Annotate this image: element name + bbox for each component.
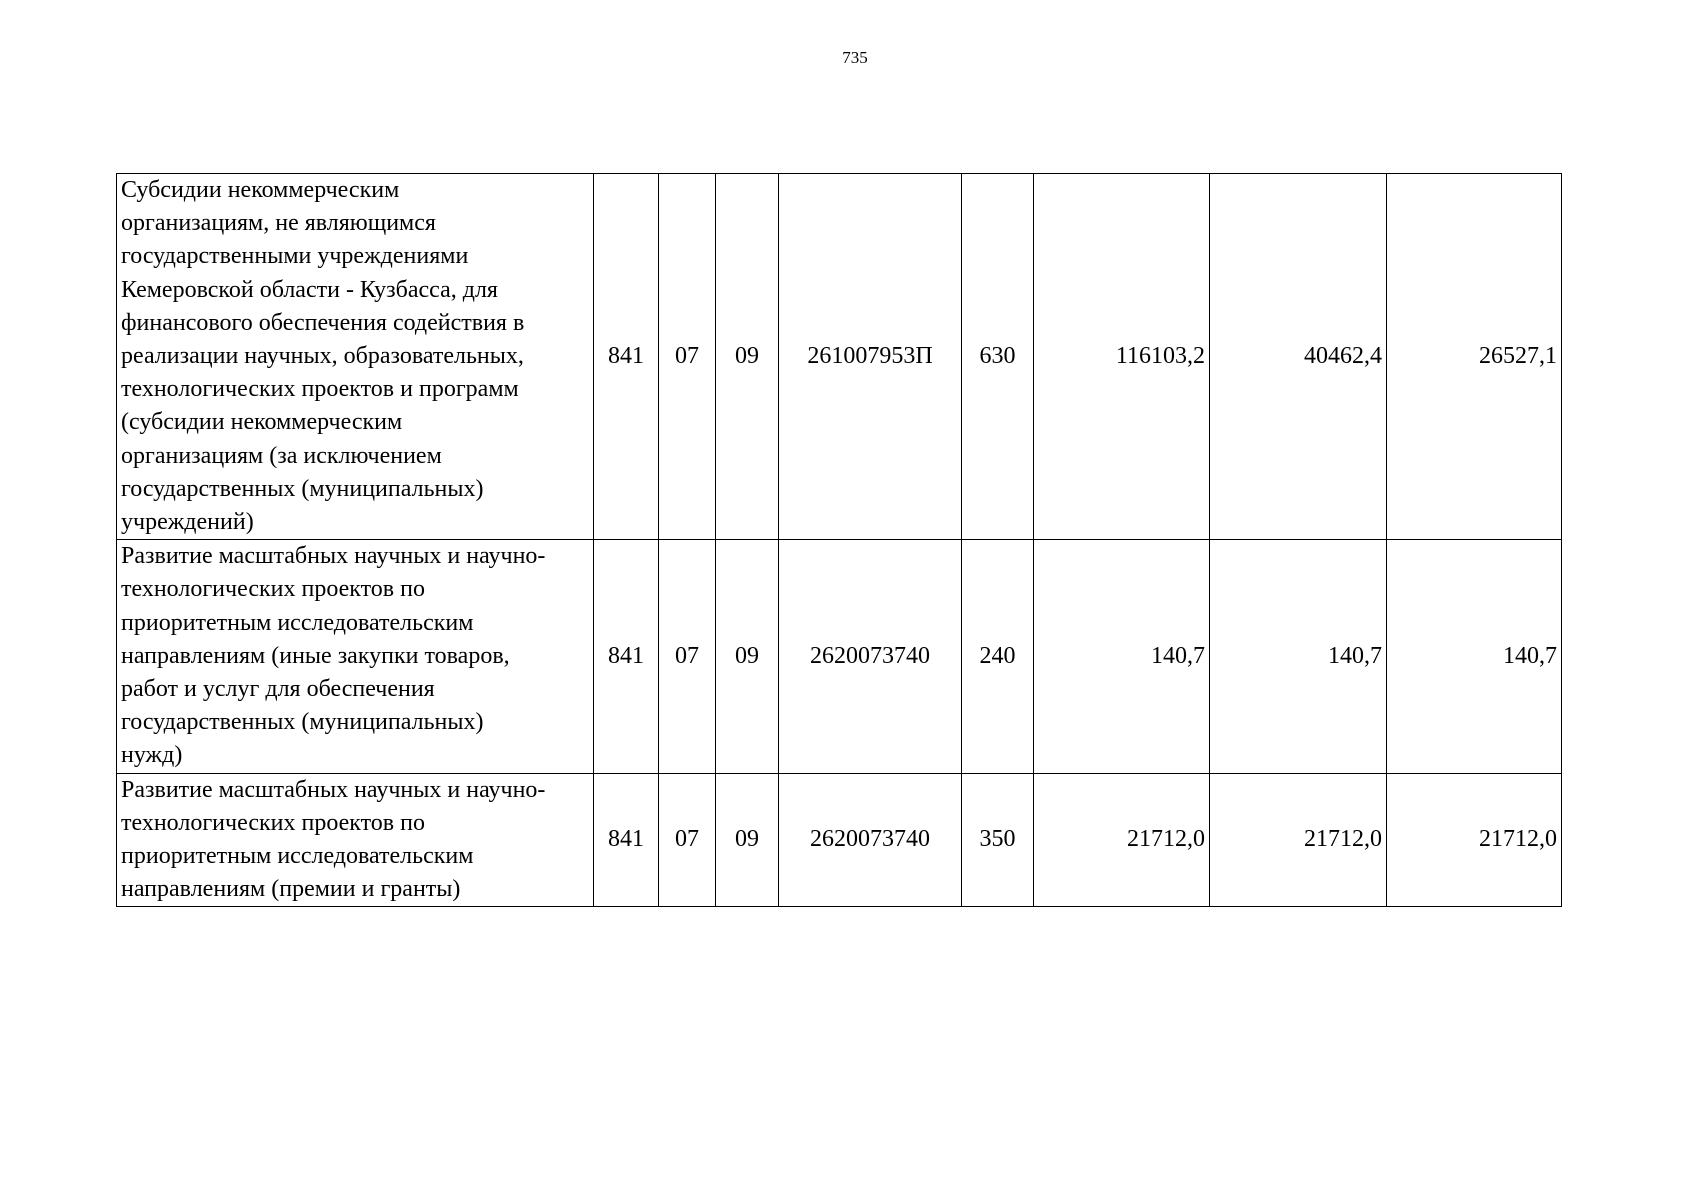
subsection-cell: 09	[716, 174, 779, 540]
amount-1-cell: 140,7	[1034, 540, 1210, 773]
row-description	[117, 540, 594, 773]
description-line: Развитие масштабных научных и научно-	[121, 776, 546, 803]
budget-table	[116, 173, 1562, 907]
description-line: Субсидии некоммерческим	[121, 177, 400, 203]
expense-type-cell: 240	[962, 540, 1034, 773]
description-line: приоритетным исследовательским	[121, 609, 474, 636]
description-line: направлениям (иные закупки товаров,	[121, 642, 510, 669]
subsection-cell: 09	[716, 540, 779, 773]
description-line: государственных (муниципальных)	[121, 709, 484, 736]
description-line: реализации научных, образовательных,	[121, 343, 524, 370]
amount-3-cell: 26527,1	[1387, 174, 1562, 540]
expense-type-cell: 350	[962, 773, 1034, 907]
description-line: Кемеровской области - Кузбасса, для	[121, 276, 498, 303]
description-line: (субсидии некоммерческим	[121, 409, 403, 436]
description-line: финансового обеспечения содействия в	[121, 309, 525, 336]
amount-1-cell: 116103,2	[1034, 174, 1210, 540]
description-line: организациям, не являющимся	[121, 210, 436, 237]
target-article-cell: 261007953П	[779, 174, 962, 540]
description-line: технологических проектов по	[121, 809, 425, 836]
amount-2-cell: 140,7	[1210, 540, 1387, 773]
section-cell: 07	[659, 773, 716, 907]
description-line: работ и услуг для обеспечения	[121, 676, 435, 703]
expense-type-cell: 630	[962, 174, 1034, 540]
description-line: приоритетным исследовательским	[121, 843, 474, 870]
description-line: Развитие масштабных научных и научно-	[121, 543, 546, 570]
subsection-cell: 09	[716, 773, 779, 907]
row-description	[117, 174, 594, 540]
ministry-code-cell: 841	[594, 773, 659, 907]
description-line: государственных (муниципальных)	[121, 475, 484, 502]
table-row	[117, 773, 1562, 907]
description-line: направлениям (премии и гранты)	[121, 876, 461, 903]
description-line: организациям (за исключением	[121, 442, 442, 469]
amount-2-cell: 21712,0	[1210, 773, 1387, 907]
description-line: нужд)	[121, 742, 183, 769]
ministry-code-cell: 841	[594, 174, 659, 540]
amount-1-cell: 21712,0	[1034, 773, 1210, 907]
description-line: учреждений)	[121, 509, 254, 536]
amount-3-cell: 140,7	[1387, 540, 1562, 773]
table-row	[117, 540, 1562, 773]
page-number: 735	[842, 48, 868, 67]
ministry-code-cell: 841	[594, 540, 659, 773]
table-row	[117, 174, 1562, 540]
description-line: технологических проектов и программ	[121, 376, 519, 403]
amount-2-cell: 40462,4	[1210, 174, 1387, 540]
description-line: технологических проектов по	[121, 576, 425, 603]
row-description	[117, 773, 594, 907]
section-cell: 07	[659, 540, 716, 773]
description-line: государственными учреждениями	[121, 243, 469, 270]
target-article-cell: 2620073740	[779, 540, 962, 773]
amount-3-cell: 21712,0	[1387, 773, 1562, 907]
target-article-cell: 2620073740	[779, 773, 962, 907]
section-cell: 07	[659, 174, 716, 540]
